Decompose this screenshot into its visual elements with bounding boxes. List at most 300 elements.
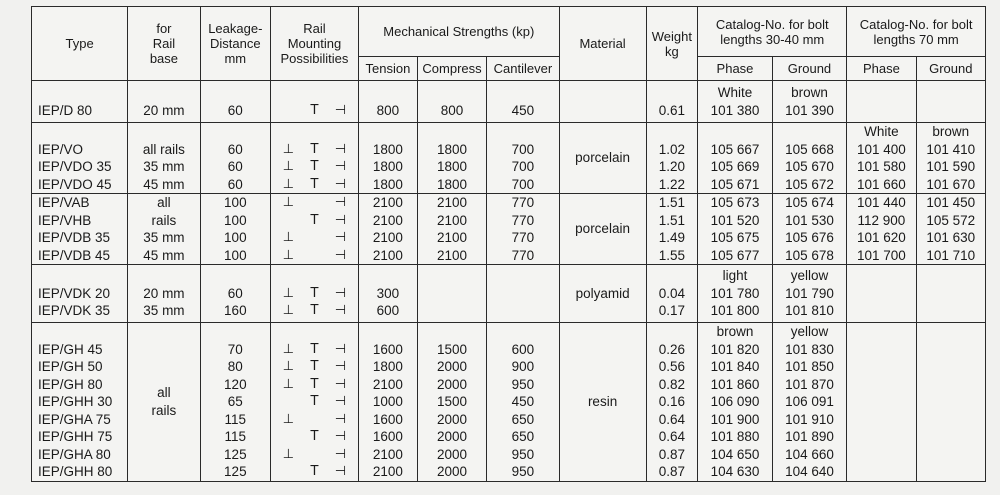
type-cell-line: IEP/VDO 45 xyxy=(38,176,112,192)
ground-30-40-cell xyxy=(772,265,847,323)
leakage-cell xyxy=(200,265,270,323)
phase-30-40-cell-line: White xyxy=(717,85,753,100)
ground-30-40-cell-line: 106 091 xyxy=(785,394,834,409)
type-cell-line: IEP/GHA 75 xyxy=(38,411,111,427)
header-catalog-30-40: Catalog-No. for bolt lengths 30-40 mm xyxy=(698,7,847,57)
compress-cell-line: 1800 xyxy=(437,141,468,157)
ground-30-40-cell xyxy=(772,194,847,265)
phase-30-40-cell-line: 104 630 xyxy=(710,464,760,479)
tension-cell-line: 1600 xyxy=(372,341,403,357)
mounting-cell xyxy=(270,323,358,482)
rail-base-cell-line xyxy=(131,123,196,141)
type-cell-line: IEP/GHA 80 xyxy=(38,446,111,462)
weight-cell-line: 0.87 xyxy=(658,464,686,479)
ground-70-cell-line: 101 630 xyxy=(926,230,976,245)
type-cell xyxy=(32,123,128,194)
table-body xyxy=(32,81,986,482)
type-cell-line xyxy=(38,84,124,102)
ground-30-40-cell-line: 101 390 xyxy=(785,102,834,118)
mount-symbol: ⊥ xyxy=(282,411,295,427)
weight-cell-line: 0.82 xyxy=(658,376,686,392)
tension-cell-line: 300 xyxy=(376,285,400,301)
phase-30-40-cell-line: 105 677 xyxy=(710,247,760,263)
mount-symbol xyxy=(301,247,327,265)
mount-symbol: T xyxy=(310,429,319,444)
phase-30-40-cell xyxy=(698,194,772,265)
leakage-cell-line: 125 xyxy=(224,464,247,479)
material-cell: resin xyxy=(559,323,646,482)
type-cell-line: IEP/GHH 30 xyxy=(38,394,113,409)
table-row-group xyxy=(32,123,986,194)
cantilever-cell-line xyxy=(490,123,555,141)
header-ground-70: Ground xyxy=(916,57,985,81)
weight-cell-line: 0.87 xyxy=(658,446,686,462)
mount-symbol xyxy=(301,84,327,102)
mounting-symbols xyxy=(274,194,355,212)
header-compress: Compress xyxy=(417,57,486,81)
cantilever-cell-line xyxy=(490,267,555,285)
mount-symbol xyxy=(275,463,301,481)
phase-70-cell-line xyxy=(850,428,912,446)
weight-cell-line: 0.56 xyxy=(658,359,686,374)
mounting-symbols xyxy=(274,411,355,429)
mount-symbol: T xyxy=(310,159,319,174)
leakage-cell-line xyxy=(204,84,267,102)
ground-70-cell xyxy=(916,123,985,194)
mounting-symbols xyxy=(274,428,355,446)
rail-base-cell-line: 45 mm xyxy=(143,247,185,263)
rail-base-cell-line: rails xyxy=(151,212,177,228)
tension-cell xyxy=(358,81,417,123)
type-cell-line: IEP/GHH 80 xyxy=(38,464,113,479)
ground-70-cell xyxy=(916,323,985,482)
mounting-symbols xyxy=(274,102,355,120)
mount-symbol xyxy=(275,84,301,102)
phase-70-cell-line: 101 400 xyxy=(856,141,906,157)
cantilever-cell-line: 600 xyxy=(511,341,535,357)
rail-base-cell-line: 20 mm xyxy=(143,285,185,301)
ground-30-40-cell-line: 101 890 xyxy=(785,429,834,444)
leakage-cell-line: 60 xyxy=(227,102,243,118)
material-cell: porcelain xyxy=(559,123,646,194)
tension-cell-line: 1600 xyxy=(372,411,403,427)
rail-base-cell-line xyxy=(131,84,196,102)
ground-70-cell-line: 101 710 xyxy=(926,247,976,263)
leakage-cell xyxy=(200,81,270,123)
ground-30-40-cell-line xyxy=(776,123,844,141)
compress-cell-line: 2100 xyxy=(437,230,468,245)
phase-70-cell-line xyxy=(850,341,912,359)
phase-30-40-cell-line: 101 800 xyxy=(710,303,760,319)
cantilever-cell-line: 700 xyxy=(511,141,535,157)
tension-cell-line: 2100 xyxy=(372,376,403,392)
table-row-group xyxy=(32,265,986,323)
leakage-cell-line: 100 xyxy=(224,230,247,245)
compress-cell-line: 1800 xyxy=(437,159,468,174)
mount-symbol: ⊣ xyxy=(334,176,347,192)
mount-symbol: ⊣ xyxy=(334,285,347,301)
mount-symbol: ⊥ xyxy=(282,285,295,301)
compress-cell-line: 2100 xyxy=(437,212,468,228)
phase-30-40-cell-line xyxy=(701,123,768,141)
header-material: Material xyxy=(559,7,646,81)
tension-cell-line xyxy=(362,84,414,102)
phase-30-40-cell-line: 101 880 xyxy=(710,429,760,444)
ground-30-40-cell-line: 105 676 xyxy=(785,230,834,245)
phase-30-40-cell-line: 105 675 xyxy=(710,230,760,245)
mounting-symbols xyxy=(274,176,355,194)
rail-base-cell-line: all xyxy=(157,385,171,401)
rail-base-cell-line: all rails xyxy=(142,141,185,157)
weight-cell xyxy=(646,265,698,323)
cantilever-cell-line xyxy=(490,302,555,320)
weight-cell-line xyxy=(650,323,695,341)
type-cell-line: IEP/GH 50 xyxy=(38,359,103,374)
leakage-cell-line: 70 xyxy=(227,341,243,357)
weight-cell-line xyxy=(650,84,695,102)
compress-cell xyxy=(417,265,486,323)
weight-cell xyxy=(646,323,698,482)
phase-70-cell-line xyxy=(850,102,912,120)
weight-cell-line: 0.17 xyxy=(658,303,686,319)
weight-cell-line: 1.22 xyxy=(658,176,686,192)
mounting-symbols xyxy=(274,267,355,285)
mounting-cell xyxy=(270,81,358,123)
mount-symbol: ⊣ xyxy=(334,359,347,374)
type-cell-line xyxy=(38,323,124,341)
cantilever-cell-line xyxy=(490,84,555,102)
mount-symbol xyxy=(301,323,327,341)
phase-30-40-cell-line: 101 840 xyxy=(710,359,760,374)
ground-70-cell-line xyxy=(920,323,982,341)
phase-30-40-cell-line: 105 673 xyxy=(710,195,760,210)
compress-cell xyxy=(417,123,486,194)
mounting-symbols xyxy=(274,393,355,411)
rail-base-cell-line: 20 mm xyxy=(143,102,185,118)
ground-70-cell-line xyxy=(920,428,982,446)
rail-base-cell xyxy=(128,123,200,194)
weight-cell-line: 0.26 xyxy=(658,341,686,357)
rail-base-cell xyxy=(128,323,200,482)
insulator-spec-table xyxy=(31,6,986,482)
compress-cell-line: 1800 xyxy=(437,176,468,192)
header-mechanical-strengths: Mechanical Strengths (kp) xyxy=(358,7,559,57)
phase-70-cell-line: 101 620 xyxy=(856,230,906,245)
ground-30-40-cell-line: 101 790 xyxy=(785,285,834,301)
phase-30-40-cell xyxy=(698,265,772,323)
ground-30-40-cell-line: 101 910 xyxy=(785,411,834,427)
weight-cell xyxy=(646,81,698,123)
leakage-cell-line: 100 xyxy=(224,195,247,210)
phase-70-cell-line xyxy=(850,84,912,102)
rail-base-cell-line xyxy=(131,267,196,285)
cantilever-cell-line: 650 xyxy=(511,411,535,427)
phase-70-cell-line xyxy=(850,376,912,394)
table-row-group xyxy=(32,194,986,265)
mount-symbol xyxy=(275,267,301,285)
tension-cell-line: 2100 xyxy=(372,464,403,479)
mounting-cell xyxy=(270,194,358,265)
cantilever-cell-line: 900 xyxy=(511,359,535,374)
mounting-symbols xyxy=(274,376,355,394)
ground-30-40-cell-line: 105 668 xyxy=(785,141,834,157)
mounting-symbols xyxy=(274,229,355,247)
tension-cell-line: 1000 xyxy=(372,394,403,409)
compress-cell xyxy=(417,194,486,265)
leakage-cell-line: 60 xyxy=(227,285,243,301)
mount-symbol: ⊥ xyxy=(282,230,295,245)
compress-cell-line: 2100 xyxy=(437,247,468,263)
type-cell-line xyxy=(38,123,124,141)
cantilever-cell-line: 770 xyxy=(511,195,535,210)
compress-cell-line: 1500 xyxy=(437,341,468,357)
ground-70-cell-line: brown xyxy=(932,124,970,139)
mount-symbol: ⊣ xyxy=(334,429,347,444)
type-cell-line: IEP/VDO 35 xyxy=(38,159,112,174)
phase-30-40-cell-line: 101 820 xyxy=(710,341,760,357)
compress-cell-line xyxy=(421,84,483,102)
type-cell-line: IEP/D 80 xyxy=(38,102,93,118)
header-mounting: Rail Mounting Possibilities xyxy=(270,7,358,81)
ground-30-40-cell-line: 105 670 xyxy=(785,159,834,174)
weight-cell-line: 0.61 xyxy=(658,102,686,118)
mount-symbol: ⊣ xyxy=(334,159,347,174)
mount-symbol xyxy=(275,123,301,141)
leakage-cell-line: 60 xyxy=(227,141,243,157)
cantilever-cell-line: 450 xyxy=(511,102,535,118)
tension-cell-line: 2100 xyxy=(372,212,403,228)
header-cantilever: Cantilever xyxy=(487,57,559,81)
leakage-cell-line: 60 xyxy=(227,159,243,174)
ground-30-40-cell-line: 101 850 xyxy=(785,359,834,374)
mount-symbol xyxy=(327,323,353,341)
phase-30-40-cell-line: brown xyxy=(716,324,754,339)
ground-70-cell xyxy=(916,81,985,123)
ground-70-cell-line xyxy=(920,446,982,464)
phase-30-40-cell-line: 104 650 xyxy=(710,446,760,462)
mount-symbol: ⊥ xyxy=(282,359,295,374)
mount-symbol: T xyxy=(310,141,319,157)
compress-cell-line xyxy=(421,302,483,320)
tension-cell-line: 2100 xyxy=(372,195,403,210)
mount-symbol: ⊣ xyxy=(334,247,347,263)
weight-cell-line: 0.04 xyxy=(658,285,686,301)
phase-70-cell-line xyxy=(850,411,912,429)
tension-cell-line: 2100 xyxy=(372,446,403,462)
phase-70-cell-line xyxy=(850,267,912,285)
phase-70-cell xyxy=(847,323,916,482)
material-cell: porcelain xyxy=(559,194,646,265)
header-type: Type xyxy=(32,7,128,81)
header-leakage: Leakage- Distance mm xyxy=(200,7,270,81)
ground-30-40-cell-line: 105 678 xyxy=(785,247,834,263)
mount-symbol: ⊣ xyxy=(334,464,347,479)
phase-30-40-cell xyxy=(698,323,772,482)
phase-70-cell-line xyxy=(850,446,912,464)
compress-cell-line: 2100 xyxy=(437,195,468,210)
tension-cell xyxy=(358,323,417,482)
mounting-symbols xyxy=(274,463,355,481)
mount-symbol: ⊥ xyxy=(282,247,295,263)
phase-70-cell-line: 101 700 xyxy=(856,247,906,263)
ground-70-cell-line xyxy=(920,267,982,285)
header-weight: Weight kg xyxy=(646,7,698,81)
mounting-cell xyxy=(270,265,358,323)
leakage-cell-line: 80 xyxy=(227,359,243,374)
ground-70-cell-line xyxy=(920,341,982,359)
compress-cell-line: 2000 xyxy=(437,429,468,444)
mount-symbol: ⊥ xyxy=(282,376,295,392)
ground-30-40-cell-line: brown xyxy=(791,85,828,100)
header-catalog-70: Catalog-No. for bolt lengths 70 mm xyxy=(847,7,986,57)
mount-symbol: ⊣ xyxy=(334,195,347,210)
weight-cell-line xyxy=(650,267,695,285)
mount-symbol: ⊣ xyxy=(334,446,347,462)
tension-cell-line: 2100 xyxy=(372,247,403,263)
ground-30-40-cell-line: 101 810 xyxy=(785,303,834,319)
mount-symbol: ⊥ xyxy=(282,159,295,174)
mount-symbol: ⊥ xyxy=(282,341,295,357)
ground-30-40-cell xyxy=(772,81,847,123)
mount-symbol xyxy=(275,102,301,120)
mounting-symbols xyxy=(274,141,355,159)
type-cell-line xyxy=(38,267,124,285)
weight-cell xyxy=(646,123,698,194)
tension-cell-line: 1800 xyxy=(372,176,403,192)
mount-symbol: T xyxy=(310,102,319,118)
ground-70-cell-line: 105 572 xyxy=(926,212,976,228)
type-cell-line: IEP/GH 45 xyxy=(38,341,103,357)
phase-30-40-cell-line: 101 780 xyxy=(710,285,760,301)
rail-base-cell-line: all xyxy=(157,195,171,210)
ground-30-40-cell xyxy=(772,123,847,194)
cantilever-cell-line: 450 xyxy=(511,394,535,409)
mount-symbol: T xyxy=(310,376,319,392)
mount-symbol: ⊣ xyxy=(334,394,347,409)
cantilever-cell-line: 770 xyxy=(511,230,535,245)
phase-30-40-cell-line: 105 669 xyxy=(710,159,760,174)
mount-symbol xyxy=(301,229,327,247)
leakage-cell-line: 60 xyxy=(227,176,243,192)
phase-70-cell xyxy=(847,123,916,194)
type-cell-line: IEP/VDK 35 xyxy=(38,303,111,319)
rail-base-cell-line: 35 mm xyxy=(143,303,185,319)
type-cell-line: IEP/GH 80 xyxy=(38,376,103,392)
mount-symbol: ⊣ xyxy=(334,376,347,392)
mount-symbol: T xyxy=(310,303,319,319)
tension-cell-line xyxy=(362,267,414,285)
phase-30-40-cell-line: light xyxy=(722,268,748,284)
cantilever-cell xyxy=(487,81,559,123)
ground-70-cell-line: 101 590 xyxy=(926,159,976,174)
compress-cell-line: 800 xyxy=(440,102,464,118)
compress-cell-line: 1500 xyxy=(437,394,468,409)
type-cell xyxy=(32,265,128,323)
phase-30-40-cell-line: 105 671 xyxy=(710,176,760,192)
phase-70-cell-line: 101 440 xyxy=(856,195,906,210)
cantilever-cell-line: 770 xyxy=(511,212,535,228)
mount-symbol xyxy=(327,267,353,285)
ground-30-40-cell-line: 104 640 xyxy=(785,464,834,479)
material-cell: polyamid xyxy=(559,265,646,323)
mount-symbol: T xyxy=(310,212,319,228)
phase-30-40-cell-line: 101 900 xyxy=(710,411,760,427)
type-cell-line: IEP/VHB xyxy=(38,212,92,228)
rail-base-cell-line: 35 mm xyxy=(143,230,185,245)
mount-symbol xyxy=(275,212,301,230)
phase-70-cell-line xyxy=(850,393,912,411)
mount-symbol: ⊣ xyxy=(334,341,347,357)
phase-70-cell-line: 101 660 xyxy=(856,176,906,192)
phase-70-cell-line: 112 900 xyxy=(857,212,906,228)
mounting-symbols xyxy=(274,247,355,265)
compress-cell xyxy=(417,81,486,123)
mount-symbol xyxy=(301,446,327,464)
header-phase-70: Phase xyxy=(847,57,916,81)
mounting-cell xyxy=(270,123,358,194)
table-row-group xyxy=(32,81,986,123)
compress-cell-line: 2000 xyxy=(437,359,468,374)
cantilever-cell-line: 650 xyxy=(511,429,535,444)
type-cell-line: IEP/VDK 20 xyxy=(38,285,111,301)
cantilever-cell-line: 950 xyxy=(511,446,535,462)
mount-symbol: T xyxy=(310,394,319,409)
leakage-cell xyxy=(200,323,270,482)
tension-cell-line xyxy=(362,123,414,141)
header-ground-30-40: Ground xyxy=(772,57,847,81)
tension-cell xyxy=(358,123,417,194)
mounting-symbols xyxy=(274,358,355,376)
compress-cell-line xyxy=(421,323,483,341)
ground-70-cell xyxy=(916,194,985,265)
cantilever-cell-line: 950 xyxy=(511,376,535,392)
ground-70-cell-line xyxy=(920,84,982,102)
leakage-cell xyxy=(200,123,270,194)
weight-cell-line: 1.51 xyxy=(658,195,686,210)
weight-cell-line: 1.55 xyxy=(658,247,686,263)
tension-cell xyxy=(358,265,417,323)
phase-70-cell xyxy=(847,265,916,323)
weight-cell-line: 1.20 xyxy=(658,159,686,174)
mount-symbol xyxy=(301,123,327,141)
type-cell xyxy=(32,81,128,123)
mount-symbol: T xyxy=(310,341,319,357)
phase-30-40-cell-line: 101 520 xyxy=(710,212,760,228)
leakage-cell-line: 115 xyxy=(224,411,247,427)
rail-base-cell xyxy=(128,265,200,323)
tension-cell-line: 600 xyxy=(376,303,400,319)
compress-cell-line xyxy=(421,285,483,303)
cantilever-cell-line: 700 xyxy=(511,159,535,174)
mount-symbol xyxy=(327,123,353,141)
weight-cell-line: 0.64 xyxy=(658,429,686,444)
cantilever-cell-line xyxy=(490,285,555,303)
leakage-cell-line: 100 xyxy=(224,212,247,228)
rail-base-cell-line: rails xyxy=(151,402,177,418)
mount-symbol xyxy=(301,194,327,212)
cantilever-cell xyxy=(487,265,559,323)
ground-70-cell-line: 101 670 xyxy=(926,176,976,192)
mount-symbol: T xyxy=(310,359,319,374)
weight-cell-line: 0.64 xyxy=(658,411,686,427)
mount-symbol: ⊣ xyxy=(334,303,347,319)
mount-symbol: T xyxy=(310,176,319,192)
tension-cell xyxy=(358,194,417,265)
leakage-cell-line: 160 xyxy=(224,303,247,319)
phase-30-40-cell xyxy=(698,123,772,194)
ground-70-cell-line: 101 410 xyxy=(926,141,976,157)
phase-70-cell-line xyxy=(850,463,912,481)
